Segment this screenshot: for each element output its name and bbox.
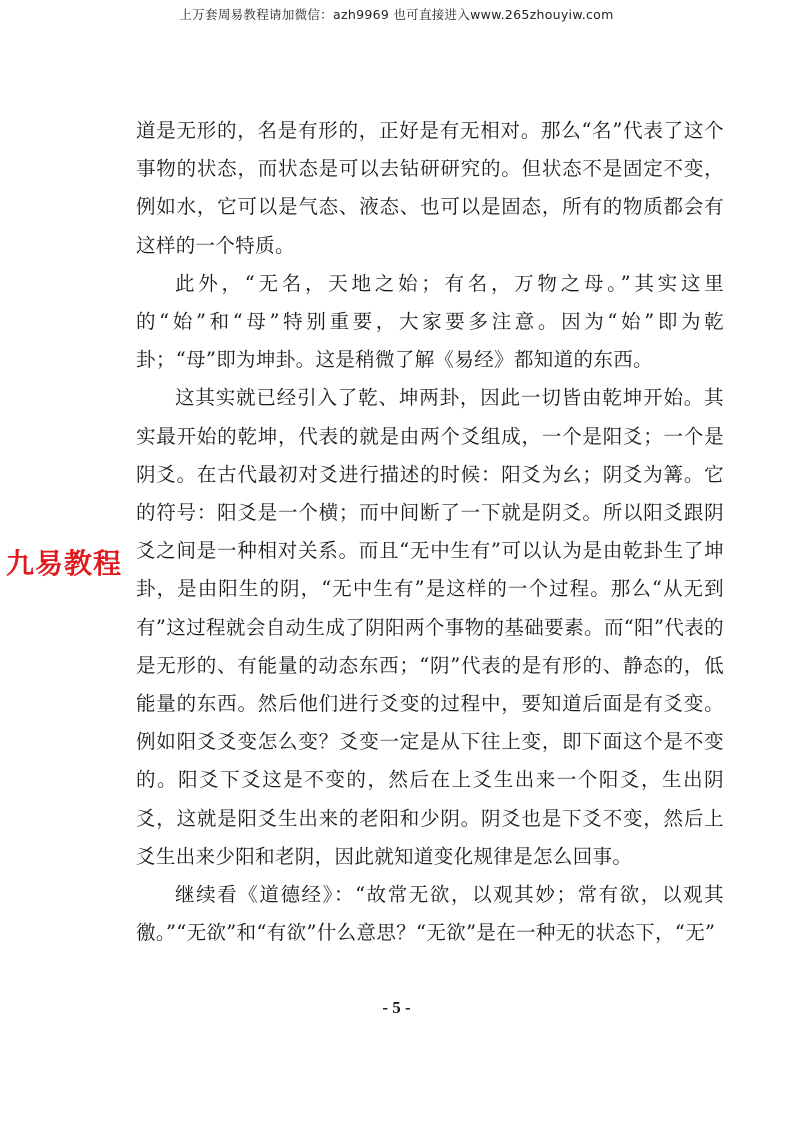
paragraph-daodejing: 继续看《道德经》：“故常无欲，以观其妙；常有欲，以观其徼。”“无欲”和“有欲”什么意思？“无欲”是在一种无的状态下，“无” (136, 883, 724, 945)
watermark-logo: 九易教程 (4, 542, 124, 582)
paragraph-wuming: 此外，“无名，天地之始；有名，万物之母。”其实这里的“始”和“母”特别重要，大家要多注意。因为“始”即为乾卦；“母”即为坤卦。这是稍微了解《易经》都知道的东西。 (136, 271, 724, 372)
paragraph-qian-kun: 这其实就已经引入了乾、坤两卦，因此一切皆由乾坤开始。其实最开始的乾坤，代表的就是由两个爻组成，一个是阳爻；一个是阴爻。在古代最初对爻进行描述的时候：阳爻为幺；阴爻为篝。它的符号：阳爻是一个横；而中间断了一下就是阴爻。所以阳爻跟阴爻之间是一种相对关系。而且“无中生有”可以认为是由乾卦生了坤卦，是由阳生的阴，“无中生有”是这样的一个过程。那么“从无到有”这过程就会自动生成了阴阳两个事物的基础要素。而“阳”代表的是无形的、有能量的动态东西；“阴”代表的是有形的、静态的，低能量的东西。然后他们进行爻变的过程中，要知道后面是有爻变。例如阳爻爻变怎么变？爻变一定是从下往上变，即下面这个是不变的。阳爻下爻这是不变的，然后在上爻生出来一个阳爻，生出阴爻，这就是阳爻生出来的老阳和少阴。阴爻也是下爻不变，然后上爻生出来少阳和老阴，因此就知道变化规律是怎么回事。 (136, 386, 724, 868)
paragraph-continuation: 道是无形的，名是有形的，正好是有无相对。那么“名”代表了这个事物的状态，而状态是可以去钻研研究的。但状态不是固定不变，例如水，它可以是气态、液态、也可以是固态，所有的物质都会有这样的一个特质。 (136, 119, 724, 257)
header-promo-note: 上万套周易教程请加微信：azh9969 也可直接进入www.265zhouyiw.com (179, 7, 614, 22)
page-number: - 5 - (382, 998, 411, 1017)
page-body (136, 112, 724, 952)
